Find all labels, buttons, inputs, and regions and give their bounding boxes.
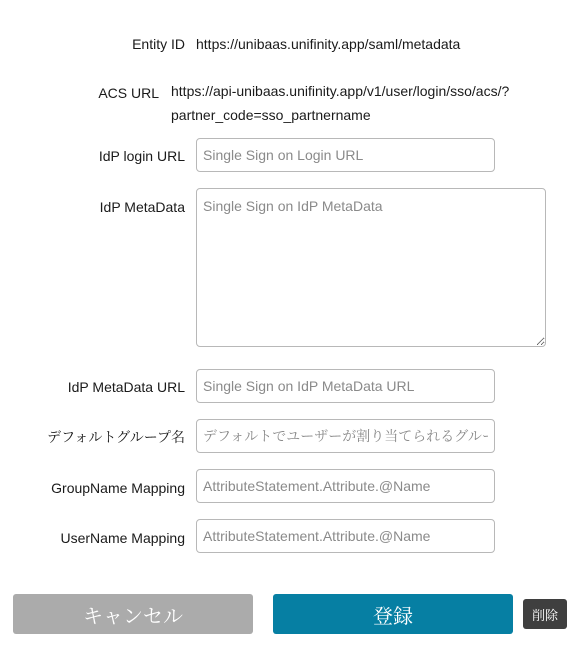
default-group-input[interactable] — [196, 419, 495, 453]
acs-url-value-line2: partner_code=sso_partnername — [171, 107, 371, 123]
delete-button[interactable]: 削除 — [523, 599, 567, 629]
entity-id-label: Entity ID — [132, 36, 185, 52]
idp-metadata-url-input[interactable] — [196, 369, 495, 403]
idp-metadata-label: IdP MetaData — [99, 199, 185, 215]
idp-login-url-input[interactable] — [196, 138, 495, 172]
entity-id-value: https://unibaas.unifinity.app/saml/metadata — [196, 36, 461, 52]
idp-login-url-label: IdP login URL — [98, 148, 185, 164]
username-mapping-input[interactable] — [196, 519, 495, 553]
idp-metadata-textarea[interactable] — [196, 188, 546, 347]
acs-url-value-line1: https://api-unibaas.unifinity.app/v1/user/login/sso/acs/? — [171, 83, 510, 99]
username-mapping-label: UserName Mapping — [60, 530, 185, 546]
register-button[interactable]: 登録 — [273, 594, 513, 634]
default-group-label: デフォルトグループ名 — [47, 429, 185, 445]
acs-url-value — [171, 79, 509, 127]
acs-url-label: ACS URL — [98, 85, 159, 101]
groupname-mapping-label: GroupName Mapping — [51, 480, 185, 496]
cancel-button[interactable]: キャンセル — [13, 594, 253, 634]
idp-metadata-url-label: IdP MetaData URL — [67, 379, 185, 395]
groupname-mapping-input[interactable] — [196, 469, 495, 503]
